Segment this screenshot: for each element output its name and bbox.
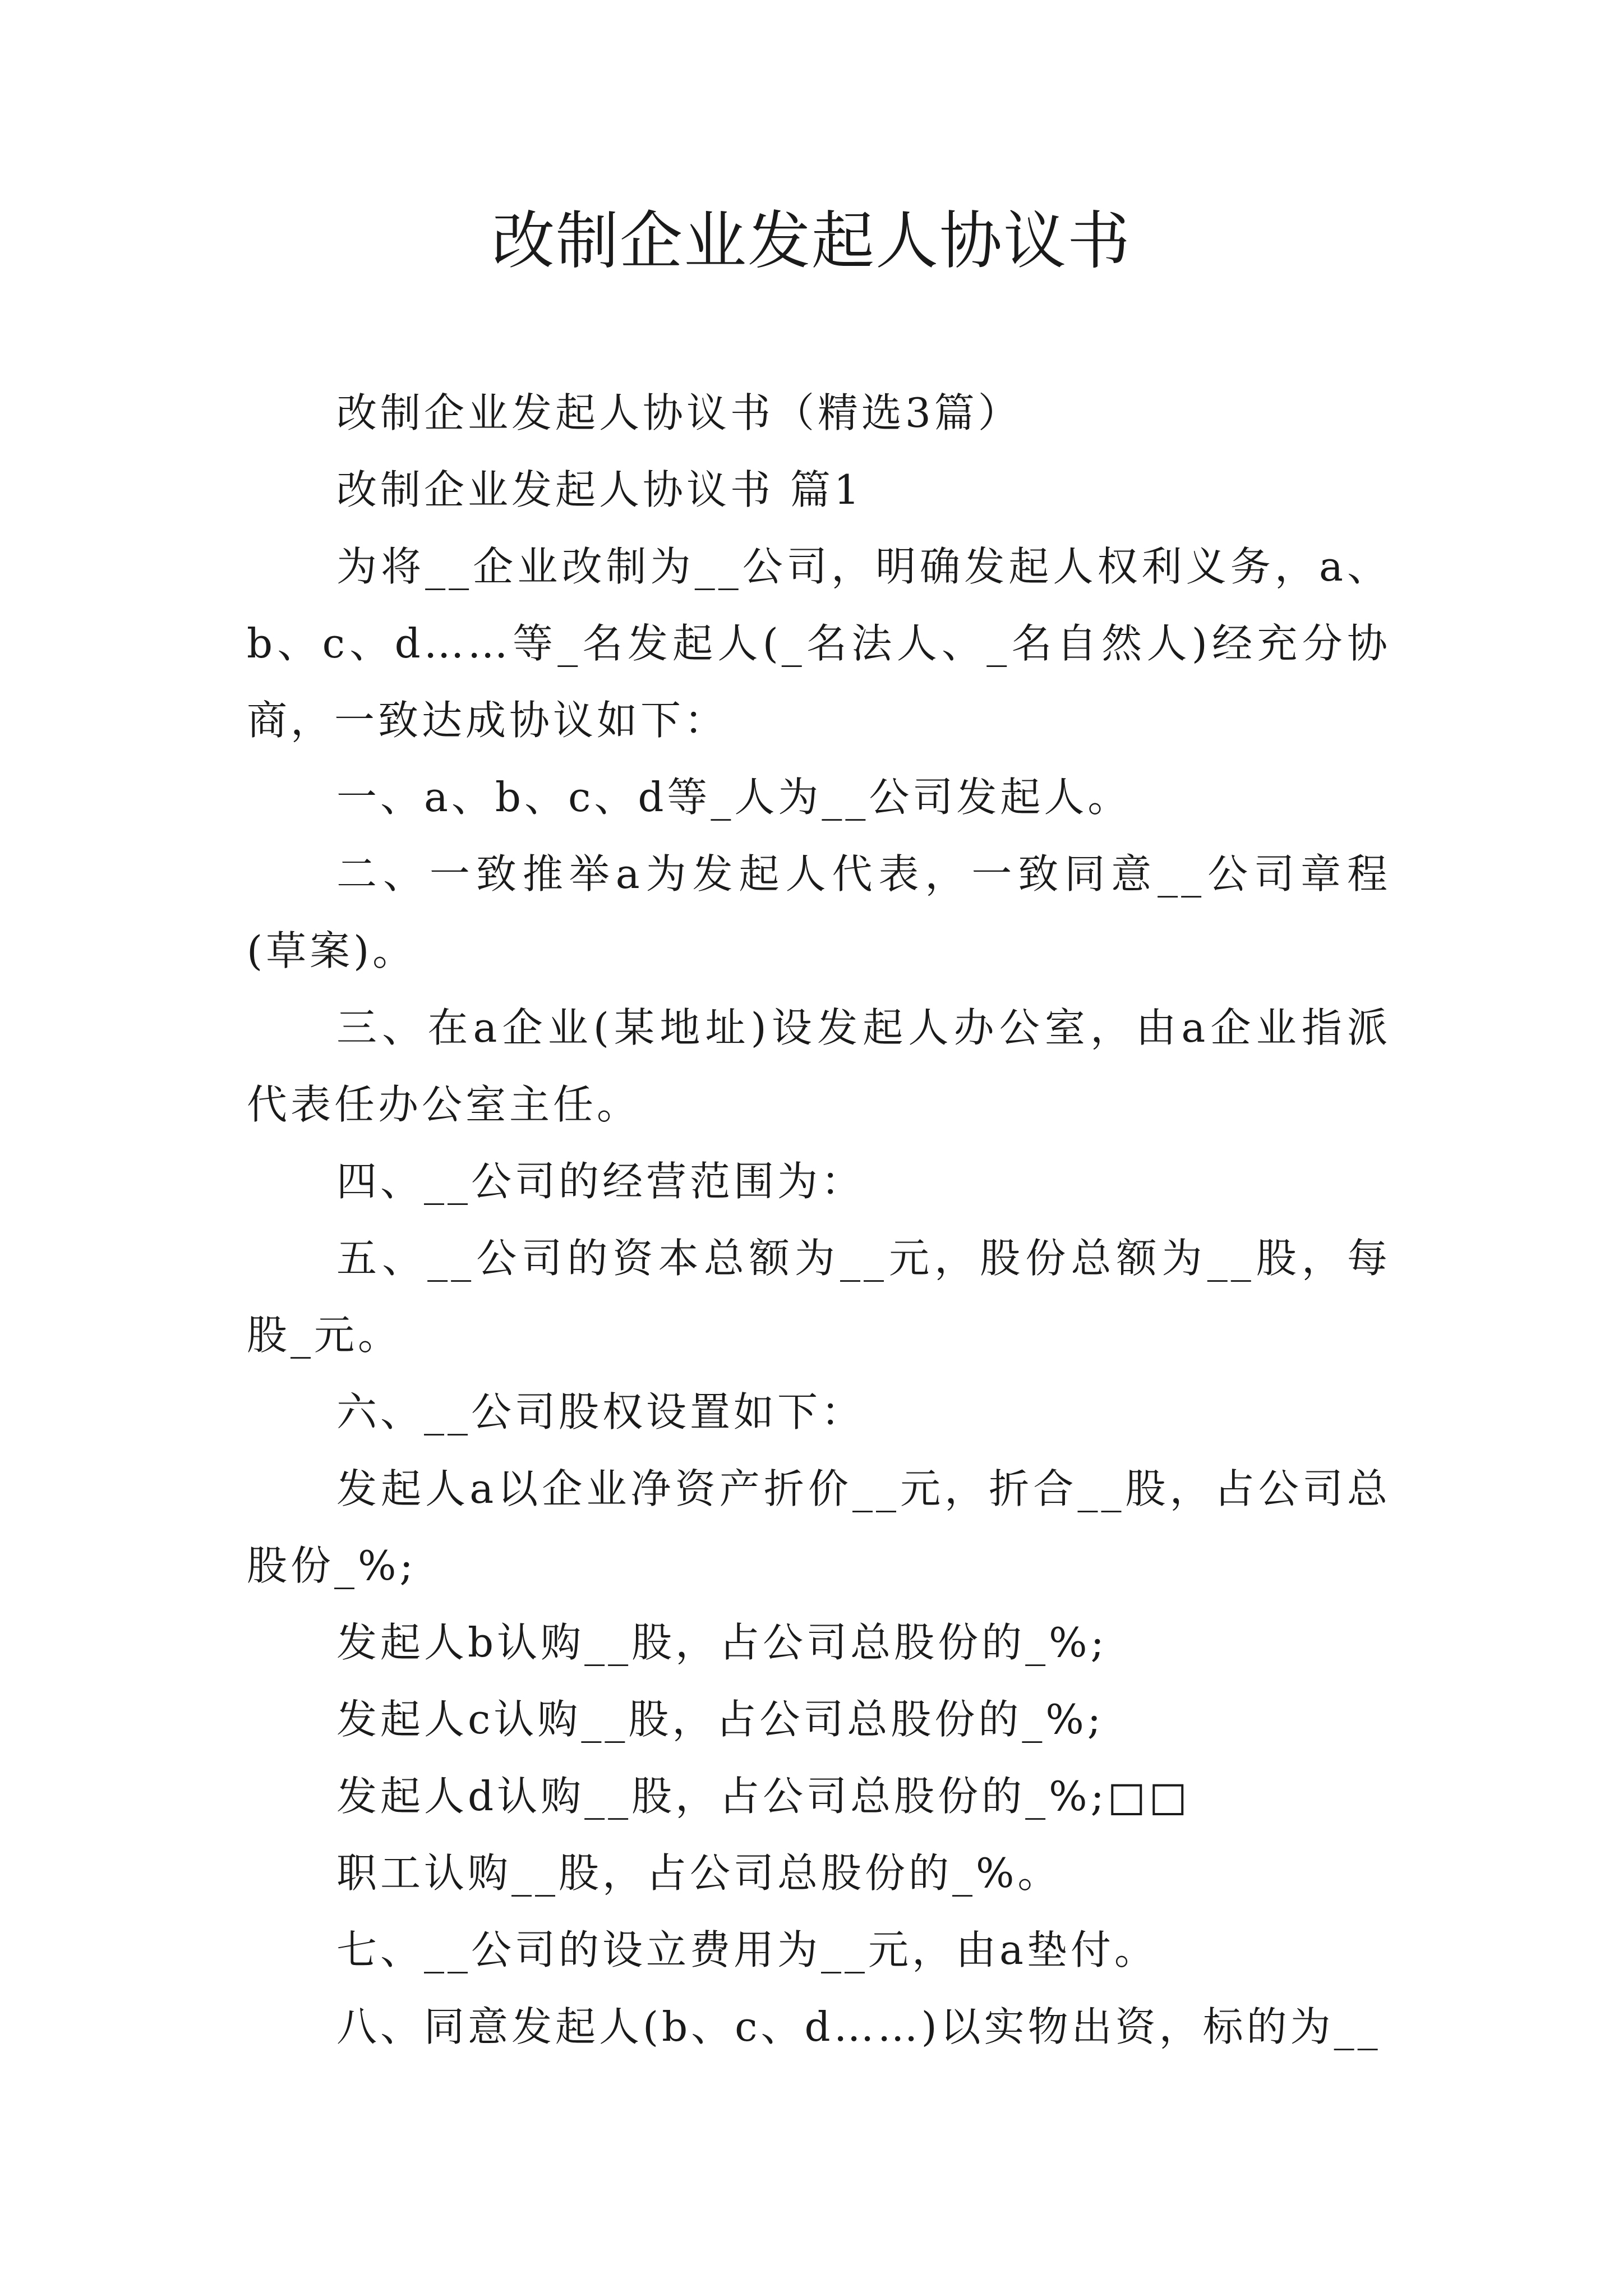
paragraph-clause-5: 五、__公司的资本总额为__元，股份总额为__股，每股_元。	[247, 1235, 1391, 1359]
paragraph-clause-7: 七、__公司的设立费用为__元，由a垫付。	[336, 1926, 1158, 1973]
paragraph-clause-1: 一、a、b、c、d等_人为__公司发起人。	[336, 774, 1132, 821]
paragraph-clause-3: 三、在a企业(某地址)设发起人办公室，由a企业指派代表任办公室主任。	[247, 1004, 1391, 1128]
paragraph-preamble: 为将__企业改制为__公司，明确发起人权利义务，a、b、c、d……等_名发起人(_名法人、_名自然人)经充分协商，一致达成协议如下：	[247, 543, 1391, 744]
paragraph-clause-8: 八、同意发起人(b、c、d……)以实物出资，标的为__	[336, 2003, 1381, 2050]
paragraph-clause-4: 四、__公司的经营范围为：	[336, 1158, 865, 1205]
document-title: 改制企业发起人协议书	[492, 205, 1131, 278]
document-body	[247, 375, 1391, 2065]
paragraph-shareholding-b: 发起人b认购__股，占公司总股份的_%;	[336, 1619, 1108, 1666]
paragraph-subtitle: 改制企业发起人协议书（精选3篇）	[336, 389, 1022, 436]
paragraph-shareholding-staff: 职工认购__股，占公司总股份的_%。	[336, 1849, 1062, 1897]
paragraph-clause-6: 六、__公司股权设置如下：	[336, 1388, 865, 1435]
paragraph-shareholding-c: 发起人c认购__股，占公司总股份的_%;	[336, 1696, 1104, 1743]
paragraph-clause-2: 二、一致推举a为发起人代表，一致同意__公司章程(草案)。	[247, 850, 1391, 974]
paragraph-section-heading: 改制企业发起人协议书 篇1	[336, 466, 863, 513]
paragraph-shareholding-a: 发起人a以企业净资产折价__元，折合__股，占公司总股份_%;	[247, 1465, 1391, 1589]
paragraph-shareholding-d: 发起人d认购__股，占公司总股份的_%;□□	[336, 1773, 1191, 1820]
